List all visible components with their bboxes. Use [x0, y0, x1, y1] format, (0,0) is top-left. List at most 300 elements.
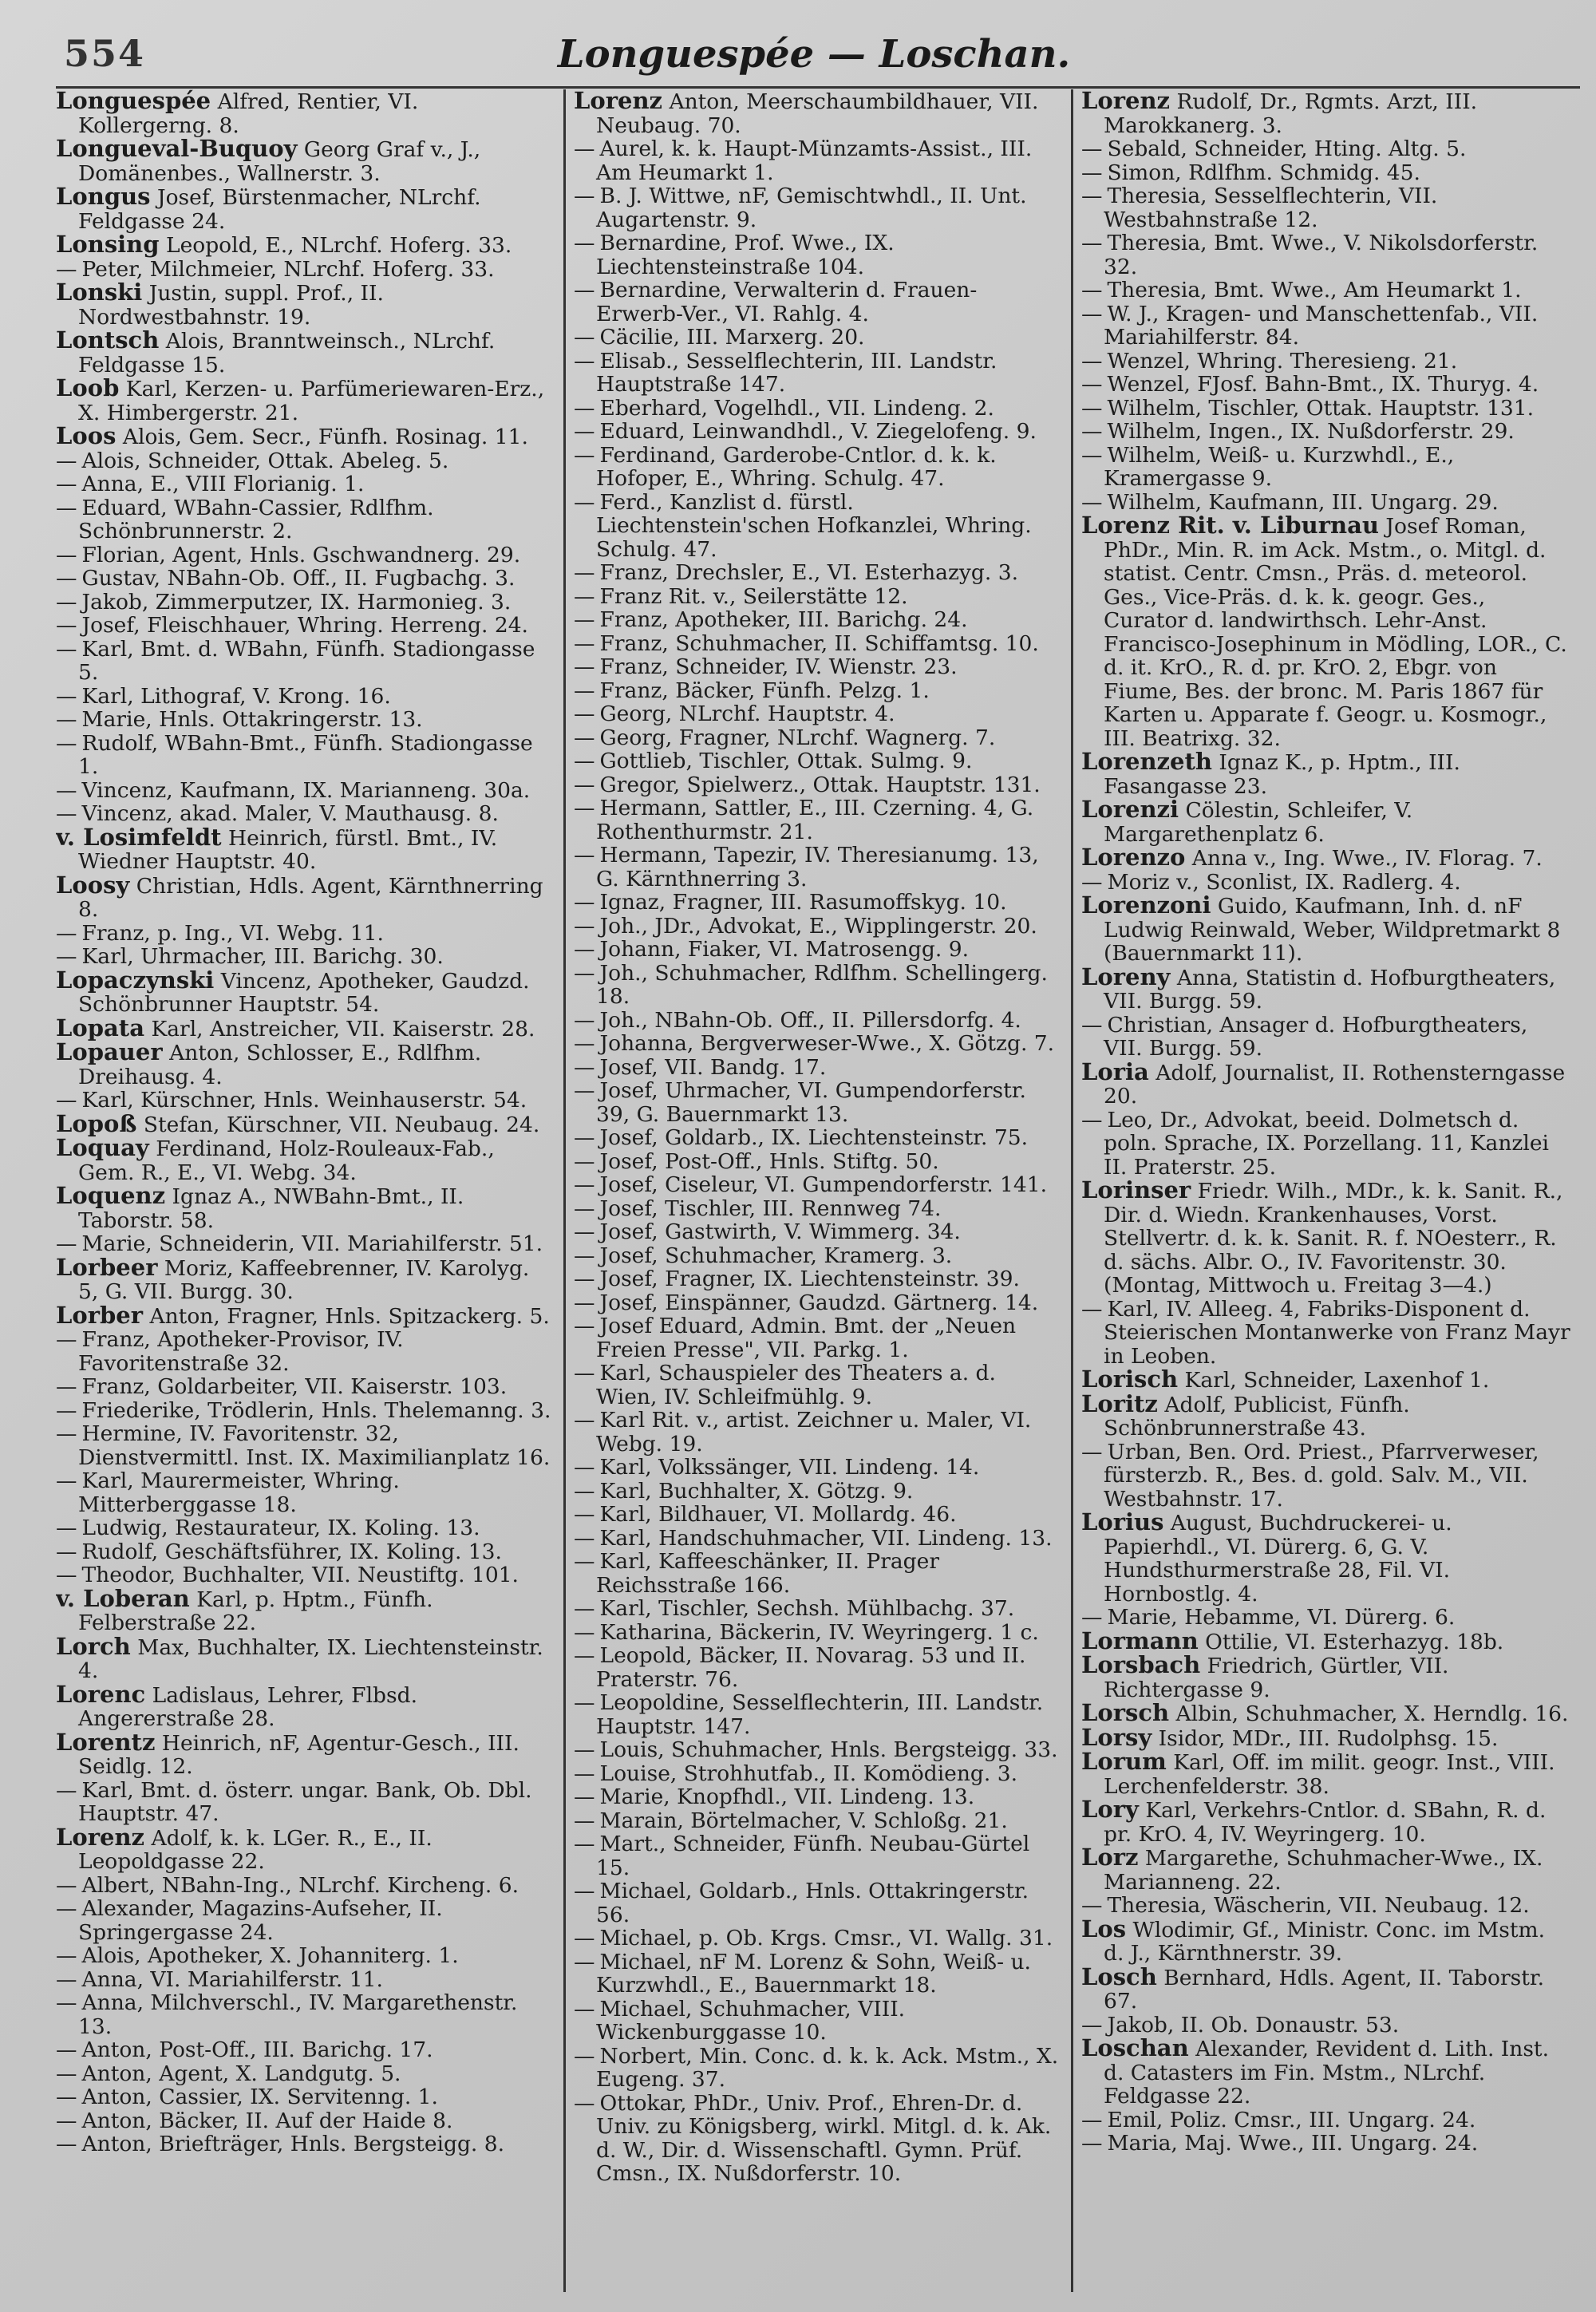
repeat-dash: — — [56, 730, 77, 756]
repeat-dash: — — [574, 1879, 595, 1903]
entry-details: Katharina, Bäckerin, IV. Weyringerg. 1 c. — [599, 1619, 1039, 1645]
directory-entry — [1081, 962, 1570, 1014]
entry-details: Karl, Volkssänger, VII. Lindeng. 14. — [599, 1455, 980, 1480]
repeat-dash: — — [574, 1196, 595, 1221]
directory-entry — [574, 1832, 1063, 1879]
directory-entry — [56, 2132, 555, 2156]
directory-entry — [574, 1173, 1063, 1197]
repeat-dash: — — [56, 1943, 77, 1968]
entry-details: Alois, Gem. Secr., Fünfh. Rosinag. 11. — [122, 425, 528, 449]
directory-entry — [574, 1244, 1063, 1268]
entry-details: Karl, Kürschner, Hnls. Weinhauserstr. 54. — [81, 1088, 527, 1113]
repeat-dash: — — [574, 1502, 595, 1527]
repeat-dash: — — [56, 1966, 77, 1992]
entry-details: Emil, Poliz. Cmsr., III. Ungarg. 24. — [1107, 2107, 1476, 2132]
directory-entry — [56, 1109, 555, 1137]
repeat-dash: — — [56, 256, 77, 282]
entry-details: Florian, Agent, Hnls. Gschwandnerg. 29. — [81, 542, 521, 567]
directory-entry — [1081, 514, 1570, 750]
entry-details: Karl, Maurermeister, Whring. Mitterberggasse 18. — [78, 1468, 400, 1517]
entry-details: Marain, Börtelmacher, V. Schloßg. 21. — [599, 1808, 1008, 1833]
directory-entry — [574, 655, 1063, 679]
entry-details: Wenzel, FJosf. Bahn-Bmt., IX. Thuryg. 4. — [1107, 372, 1539, 397]
entry-details: Karl, Uhrmacher, III. Barichg. 30. — [81, 944, 444, 969]
directory-entry — [574, 1785, 1063, 1809]
entry-details: Leopoldine, Sesselflechterin, III. Landstr. Hauptstr. 147. — [596, 1690, 1044, 1739]
entry-details: Anton, Meerschaumbildhauer, VII. Neubaug. 70. — [596, 89, 1039, 138]
directory-entry — [56, 1991, 555, 2038]
directory-entry — [574, 2045, 1063, 2092]
entry-details: Ladislaus, Lehrer, Flbsd. Angererstraße 28. — [78, 1682, 417, 1731]
entry-details: Josef, Goldarb., IX. Liechtensteinstr. 75. — [599, 1125, 1029, 1150]
directory-entry — [56, 1469, 555, 1516]
repeat-dash: — — [56, 542, 77, 567]
directory-entry — [574, 1197, 1063, 1221]
repeat-dash: — — [1081, 231, 1103, 255]
repeat-dash: — — [574, 1243, 595, 1268]
repeat-dash: — — [574, 1478, 595, 1504]
repeat-dash: — — [1081, 1439, 1103, 1464]
entry-details: Franz, Schneider, IV. Wienstr. 23. — [599, 654, 958, 679]
entry-details: Leo, Dr., Advokat, beeid. Dolmetsch d. poln. Sprache, IX. Porzellang. 11, Kanzlei II. Praterstr. 25. — [1104, 1107, 1549, 1180]
entry-surname: Lorenzo — [1081, 844, 1186, 871]
entry-details: Cölestin, Schleifer, V. Margarethenplatz 6. — [1104, 798, 1413, 847]
entry-details: Wilhelm, Tischler, Ottak. Hauptstr. 131. — [1107, 395, 1535, 421]
repeat-dash: — — [56, 2132, 77, 2156]
entry-details: Ottokar, PhDr., Univ. Prof., Ehren-Dr. d. Univ. zu Königsberg, wirkl. Mitgl. d. k. Ak. d. W., Dir. d. Wissenschaftl. Gymn. Prüf. Cmsn., IX. Nußdorferstr. 10. — [596, 2090, 1052, 2186]
repeat-dash: — — [1081, 489, 1103, 515]
directory-entry — [1081, 231, 1570, 279]
entry-surname: Loria — [1081, 1057, 1149, 1085]
entry-details: Theresia, Sesselflechterin, VII. Westbahnstraße 12. — [1104, 184, 1438, 232]
entry-details: Anna, Statistin d. Hofburgtheaters, VII. Burgg. 59. — [1104, 965, 1556, 1014]
repeat-dash: — — [574, 136, 595, 161]
directory-entry — [56, 543, 555, 567]
entry-details: Alois, Branntweinsch., NLrchf. Feldgasse 15. — [78, 329, 496, 377]
directory-entry — [56, 1301, 555, 1329]
directory-entry — [1081, 1365, 1570, 1393]
entry-details: Josef, Uhrmacher, VI. Gumpendorferstr. 39, G. Bauernmarkt 13. — [596, 1078, 1026, 1127]
directory-entry — [574, 279, 1063, 326]
repeat-dash: — — [1081, 1605, 1103, 1630]
entry-details: Franz, Schuhmacher, II. Schiffamtsg. 10. — [599, 630, 1039, 656]
directory-entry — [1081, 846, 1570, 871]
repeat-dash: — — [574, 1926, 595, 1950]
repeat-dash: — — [574, 725, 595, 750]
entry-details: Louis, Schuhmacher, Hnls. Bergsteigg. 33. — [599, 1737, 1058, 1762]
repeat-dash: — — [56, 707, 77, 732]
entry-details: Anna, VI. Mariahilferstr. 11. — [81, 1966, 383, 1992]
entry-surname: Lorisch — [1081, 1365, 1179, 1393]
entry-details: Josef, Gastwirth, V. Wimmerg. 34. — [599, 1219, 961, 1244]
entry-details: Albin, Schuhmacher, X. Herndlg. 16. — [1175, 1701, 1569, 1726]
repeat-dash: — — [574, 442, 595, 468]
directory-entry — [56, 638, 555, 685]
entry-details: Friederike, Trödlerin, Hnls. Thelemanng. 3. — [81, 1397, 551, 1423]
directory-entry — [56, 966, 555, 1017]
directory-entry — [56, 326, 555, 377]
entry-details: Josef, Schuhmacher, Kramerg. 3. — [599, 1243, 953, 1268]
directory-entry — [1081, 279, 1570, 302]
directory-entry — [574, 1738, 1063, 1762]
entry-details: Friedrich, Gürtler, VII. Richtergasse 9. — [1104, 1654, 1449, 1702]
entry-details: Karl, Schneider, Laxenhof 1. — [1184, 1368, 1490, 1393]
entry-details: Hermann, Sattler, E., III. Czerning. 4, G. Rothenthurmstr. 21. — [596, 796, 1034, 844]
repeat-dash: — — [1081, 348, 1103, 373]
directory-entry — [56, 1184, 555, 1232]
entry-details: Elisab., Sesselflechterin, III. Landstr. Hauptstraße 147. — [596, 348, 998, 397]
entry-surname: Lorenc — [56, 1680, 146, 1708]
directory-entry — [574, 397, 1063, 421]
entry-details: Theodor, Buchhalter, VII. Neustiftg. 101. — [81, 1563, 519, 1587]
entry-details: Anton, Bäcker, II. Auf der Haide 8. — [81, 2108, 453, 2133]
entry-details: Wilhelm, Kaufmann, III. Ungarg. 29. — [1107, 489, 1499, 515]
repeat-dash: — — [1081, 442, 1103, 468]
repeat-dash: — — [56, 1563, 77, 1587]
entry-surname: Lory — [1081, 1796, 1139, 1823]
directory-entry — [574, 632, 1063, 656]
directory-entry — [574, 891, 1063, 915]
entry-details: Rudolf, Dr., Rgmts. Arzt, III. Marokkanerg. 3. — [1104, 89, 1478, 138]
directory-entry — [1081, 798, 1570, 846]
entry-details: Maria, Maj. Wwe., III. Ungarg. 24. — [1107, 2131, 1479, 2156]
entry-details: Gottlieb, Tischler, Ottak. Sulmg. 9. — [599, 749, 973, 773]
directory-entry — [574, 915, 1063, 939]
entry-surname: Longuespée — [56, 89, 211, 114]
directory-entry — [1081, 1701, 1570, 1726]
entry-details: Theresia, Wäscherin, VII. Neubaug. 12. — [1107, 1893, 1530, 1918]
repeat-dash: — — [574, 702, 595, 726]
entry-details: Vincenz, Apotheker, Gaudzd. Schönbrunner Hauptstr. 54. — [78, 968, 530, 1017]
column-1 — [56, 89, 563, 2292]
directory-entry — [574, 137, 1063, 184]
entry-details: Heinrich, nF, Agentur-Gesch., III. Seidlg. 12. — [78, 1730, 519, 1779]
entry-surname: Lopauer — [56, 1038, 163, 1065]
entry-details: Franz, Goldarbeiter, VII. Kaiserstr. 103. — [81, 1374, 508, 1399]
repeat-dash: — — [574, 630, 595, 656]
repeat-dash: — — [56, 801, 77, 826]
directory-entry — [574, 749, 1063, 773]
repeat-dash: — — [56, 1421, 77, 1446]
directory-entry — [56, 422, 555, 449]
entry-details: Michael, nF M. Lorenz & Sohn, Weiß- u. Kurzwhdl., E., Bauernmarkt 18. — [596, 1949, 1031, 1998]
entry-surname: Lopoß — [56, 1109, 137, 1137]
entry-details: Stefan, Kürschner, VII. Neubaug. 24. — [143, 1112, 540, 1137]
repeat-dash: — — [56, 1374, 77, 1399]
directory-entry — [56, 233, 555, 258]
entry-details: Joh., NBahn-Ob. Off., II. Pillersdorfg. 4. — [599, 1007, 1021, 1033]
entry-details: Christian, Ansager d. Hofburgtheaters, VII. Burgg. 59. — [1104, 1012, 1528, 1061]
repeat-dash: — — [56, 613, 77, 638]
directory-entry — [56, 1253, 555, 1304]
repeat-dash: — — [1081, 2107, 1103, 2132]
entry-details: Alfred, Rentier, VI. Kollergerng. 8. — [78, 89, 419, 138]
directory-entry — [574, 420, 1063, 444]
directory-entry — [574, 1503, 1063, 1527]
repeat-dash: — — [574, 1125, 595, 1150]
directory-entry — [574, 1220, 1063, 1244]
directory-entry — [574, 1950, 1063, 1998]
directory-entry — [574, 184, 1063, 231]
directory-entry — [56, 449, 555, 473]
repeat-dash: — — [56, 495, 77, 520]
directory-entry — [1081, 444, 1570, 491]
entry-details: Anton, Cassier, IX. Servitenng. 1. — [81, 2085, 438, 2109]
repeat-dash: — — [56, 1397, 77, 1423]
directory-entry — [574, 1809, 1063, 1833]
repeat-dash: — — [574, 1949, 595, 1974]
repeat-dash: — — [574, 1549, 595, 1574]
directory-entry — [56, 1823, 555, 1874]
entry-details: Anton, Briefträger, Hnls. Bergsteigg. 8. — [81, 2132, 505, 2156]
entry-surname: v. Loberan — [56, 1584, 190, 1612]
directory-entry — [1081, 184, 1570, 231]
repeat-dash: — — [1081, 395, 1103, 421]
entry-details: Josef, Einspänner, Gaudzd. Gärtnerg. 14. — [599, 1290, 1039, 1315]
entry-details: Gustav, NBahn-Ob. Off., II. Fugbachg. 3. — [81, 566, 516, 591]
entry-surname: Lorenz Rit. v. Liburnau — [1081, 512, 1379, 539]
running-title: Longuespée — Loschan. — [557, 32, 1071, 77]
directory-entry — [574, 1267, 1063, 1291]
repeat-dash: — — [1081, 160, 1103, 185]
repeat-dash: — — [574, 1031, 595, 1056]
entry-details: Marie, Hnls. Ottakringerstr. 13. — [81, 707, 423, 732]
entry-details: Franz, Apotheker, III. Barichg. 24. — [599, 607, 968, 632]
repeat-dash: — — [1081, 278, 1103, 302]
directory-entry — [1081, 750, 1570, 798]
entry-details: Eduard, WBahn-Cassier, Rdlfhm. Schönbrunnerstr. 2. — [78, 495, 434, 543]
repeat-dash: — — [574, 1996, 595, 2022]
repeat-dash: — — [56, 1327, 77, 1352]
directory-entry — [56, 2109, 555, 2133]
directory-entry — [56, 614, 555, 638]
repeat-dash: — — [56, 1896, 77, 1921]
entry-surname: Losch — [1081, 1962, 1157, 1990]
repeat-dash: — — [574, 1808, 595, 1833]
entry-surname: Lonski — [56, 279, 143, 306]
repeat-dash: — — [56, 1516, 77, 1540]
directory-entry — [56, 1422, 555, 1469]
repeat-dash: — — [574, 1054, 595, 1080]
entry-details: Franz, Drechsler, E., VI. Esterhazyg. 3. — [599, 560, 1019, 585]
entry-details: Joh., JDr., Advokat, E., Wipplingerstr. 20. — [599, 913, 1037, 939]
directory-entry — [574, 679, 1063, 703]
entry-details: Adolf, Journalist, II. Rothensterngasse 20. — [1104, 1060, 1566, 1109]
directory-entry — [1081, 1176, 1570, 1298]
directory-entry — [56, 1089, 555, 1113]
repeat-dash: — — [1081, 372, 1103, 397]
directory-entry — [56, 685, 555, 709]
directory-entry — [1081, 1109, 1570, 1180]
entry-details: Urban, Ben. Ord. Priest., Pfarrverweser, fürsterzb. R., Bes. d. gold. Salv. M., VII. Westbahnstr. 17. — [1104, 1439, 1539, 1512]
repeat-dash: — — [56, 2037, 77, 2062]
entry-details: Adolf, Publicist, Fünfh. Schönbrunnerstraße 43. — [1104, 1392, 1410, 1441]
directory-entry — [56, 2062, 555, 2086]
entry-surname: Loos — [56, 422, 117, 449]
directory-entry — [574, 1480, 1063, 1504]
repeat-dash: — — [56, 472, 77, 496]
directory-entry — [56, 591, 555, 615]
entry-surname: Lorber — [56, 1301, 144, 1329]
entry-details: Marie, Schneiderin, VII. Mariahilferstr. 51. — [81, 1231, 543, 1256]
directory-entry — [1081, 1915, 1570, 1966]
entry-details: Wilhelm, Weiß- u. Kurzwhdl., E., Kramergasse 9. — [1104, 442, 1455, 491]
directory-entry — [1081, 2034, 1570, 2108]
entry-surname: Lorenz — [56, 1823, 145, 1851]
entry-details: Ferd., Kanzlist d. fürstl. Liechtenstein'schen Hofkanzlei, Whring. Schulg. 47. — [596, 489, 1032, 562]
directory-entry — [1081, 350, 1570, 373]
entry-details: Josef, Fragner, IX. Liechtensteinstr. 39. — [599, 1267, 1020, 1291]
entry-details: Justin, suppl. Prof., II. Nordwestbahnstr. 19. — [78, 281, 384, 330]
entry-details: B. J. Wittwe, nF, Gemischtwhdl., II. Unt. Augartenstr. 9. — [596, 184, 1027, 232]
directory-entry — [56, 89, 555, 137]
entry-details: Wlodimir, Gf., Ministr. Conc. im Mstm. d. J., Kärnthnerstr. 39. — [1104, 1917, 1546, 1966]
directory-entry — [574, 702, 1063, 726]
repeat-dash: — — [574, 1761, 595, 1786]
entry-surname: Lorsbach — [1081, 1651, 1201, 1678]
entry-details: Karl, Buchhalter, X. Götzg. 9. — [599, 1478, 914, 1504]
repeat-dash: — — [574, 1525, 595, 1551]
repeat-dash: — — [574, 1314, 595, 1338]
directory-entry — [574, 1597, 1063, 1621]
directory-entry — [1081, 137, 1570, 161]
entry-details: Ferdinand, Holz-Rouleaux-Fab., Gem. R., E., VI. Webg. 34. — [78, 1136, 495, 1185]
directory-entry — [56, 1680, 555, 1731]
entry-details: Albert, NBahn-Ing., NLrchf. Kircheng. 6. — [81, 1872, 519, 1898]
repeat-dash: — — [574, 1007, 595, 1033]
header-rule — [56, 86, 1580, 89]
entry-surname: Lorsch — [1081, 1699, 1170, 1726]
entry-surname: Lorenz — [574, 89, 663, 114]
entry-details: Karl Rit. v., artist. Zeichner u. Maler, VI. Webg. 19. — [596, 1408, 1032, 1456]
directory-entry — [56, 1563, 555, 1587]
entry-details: Karl, IV. Alleeg. 4, Fabriks-Disponent d. Steierischen Montanwerke von Franz Mayr in Leoben. — [1104, 1296, 1570, 1369]
repeat-dash: — — [1081, 419, 1103, 444]
directory-entry — [1081, 1057, 1570, 1109]
directory-entry — [574, 1927, 1063, 1950]
entry-details: August, Buchdruckerei- u. Papierhdl., VI. Dürerg. 6, G. V. Hundsthurmerstraße 28, Fil. VI. Hornbostlg. 4. — [1104, 1511, 1452, 1607]
entry-details: Ludwig, Restaurateur, IX. Koling. 13. — [81, 1516, 480, 1540]
directory-entry — [56, 1540, 555, 1564]
entry-details: Bernhard, Hdls. Agent, II. Taborstr. 67. — [1104, 1965, 1545, 2014]
entry-details: Josef, Tischler, III. Rennweg 74. — [599, 1196, 942, 1221]
entry-details: Jakob, Zimmerputzer, IX. Harmonieg. 3. — [81, 589, 512, 615]
entry-details: Georg Graf v., J., Domänenbes., Wallnerstr. 3. — [78, 137, 481, 186]
entry-details: Karl, Bildhauer, VI. Mollardg. 46. — [599, 1502, 957, 1527]
repeat-dash: — — [574, 772, 595, 797]
repeat-dash: — — [56, 2108, 77, 2133]
entry-details: Bernardine, Verwalterin d. Frauen-Erwerb-Ver., VI. Rahlg. 4. — [596, 278, 978, 326]
entry-details: Anton, Post-Off., III. Barichg. 17. — [81, 2037, 433, 2062]
entry-surname: Loquay — [56, 1134, 149, 1161]
entry-details: W. J., Kragen- und Manschettenfab., VII. Mariahilferstr. 84. — [1104, 301, 1539, 350]
directory-entry — [56, 1136, 555, 1184]
directory-entry — [56, 374, 555, 425]
repeat-dash: — — [574, 1172, 595, 1197]
entry-details: Josef, Fleischhauer, Whring. Herreng. 24. — [81, 613, 528, 638]
repeat-dash: — — [1081, 2012, 1103, 2037]
repeat-dash: — — [574, 1455, 595, 1480]
entry-details: Franz, Bäcker, Fünfh. Pelzg. 1. — [599, 678, 930, 703]
entry-details: Karl, Verkehrs-Cntlor. d. SBahn, R. d. pr. KrO. 4, IV. Weyringerg. 10. — [1104, 1798, 1547, 1847]
directory-entry — [56, 1897, 555, 1944]
entry-surname: Los — [1081, 1915, 1127, 1942]
repeat-dash: — — [574, 325, 595, 350]
repeat-dash: — — [574, 937, 595, 962]
repeat-dash: — — [574, 796, 595, 820]
directory-entry — [56, 137, 555, 185]
entry-surname: Loschan — [1081, 2034, 1189, 2061]
entry-surname: Lopaczynski — [56, 966, 215, 994]
entry-details: Heinrich, fürstl. Bmt., IV. Wiedner Hauptstr. 40. — [78, 825, 498, 874]
entry-surname: Loquenz — [56, 1182, 166, 1209]
directory-entry — [574, 938, 1063, 962]
directory-entry — [1081, 1651, 1570, 1702]
entry-details: Wenzel, Whring. Theresieng. 21. — [1107, 348, 1458, 373]
entry-surname: Lorz — [1081, 1844, 1139, 1871]
directory-entry — [574, 773, 1063, 797]
entry-details: Jakob, II. Ob. Donaustr. 53. — [1107, 2012, 1400, 2037]
repeat-dash: — — [574, 1361, 595, 1385]
repeat-dash: — — [574, 654, 595, 679]
repeat-dash: — — [574, 1643, 595, 1668]
repeat-dash: — — [1081, 301, 1103, 326]
directory-entry — [574, 1644, 1063, 1691]
repeat-dash: — — [574, 749, 595, 773]
entry-details: Adolf, k. k. LGer. R., E., II. Leopoldgasse 22. — [78, 1825, 433, 1874]
directory-entry — [574, 1762, 1063, 1786]
entry-surname: Lorius — [1081, 1508, 1164, 1535]
repeat-dash: — — [574, 1690, 595, 1715]
repeat-dash: — — [574, 913, 595, 939]
directory-entry — [56, 258, 555, 282]
directory-entry — [56, 2038, 555, 2062]
page-number: 554 — [64, 32, 146, 75]
entry-details: Theresia, Bmt. Wwe., Am Heumarkt 1. — [1107, 278, 1522, 302]
entry-details: Margarethe, Schuhmacher-Wwe., IX. Marianneng. 22. — [1104, 1846, 1543, 1895]
repeat-dash: — — [1081, 2131, 1103, 2156]
repeat-dash: — — [574, 1267, 595, 1291]
directory-entry — [1081, 1723, 1570, 1751]
directory-entry — [1081, 1441, 1570, 1512]
entry-details: Karl, Lithograf, V. Krong. 16. — [81, 683, 391, 709]
repeat-dash: — — [1081, 1012, 1103, 1037]
entry-details: Aurel, k. k. Haupt-Münzamts-Assist., III. Am Heumarkt 1. — [596, 136, 1033, 185]
repeat-dash: — — [56, 1088, 77, 1113]
entry-surname: Lorenzi — [1081, 796, 1179, 823]
entry-details: Marie, Hebamme, VI. Dürerg. 6. — [1107, 1605, 1456, 1630]
directory-entry — [1081, 2108, 1570, 2132]
entry-details: Karl, Tischler, Sechsh. Mühlbachg. 37. — [599, 1596, 1015, 1621]
repeat-dash: — — [56, 683, 77, 709]
repeat-dash: — — [574, 1219, 595, 1244]
entry-details: Josef Eduard, Admin. Bmt. der „Neuen Freien Presse", VII. Parkg. 1. — [596, 1314, 1017, 1362]
repeat-dash: — — [574, 843, 595, 867]
repeat-dash: — — [1081, 184, 1103, 208]
entry-surname: Lorinser — [1081, 1176, 1191, 1203]
entry-details: Michael, Goldarb., Hnls. Ottakringerstr. 56. — [596, 1879, 1029, 1927]
directory-entry — [1081, 891, 1570, 966]
directory-entry — [56, 1399, 555, 1423]
entry-details: Ignaz K., p. Hptm., III. Fasangasse 23. — [1104, 750, 1460, 799]
entry-surname: Lorum — [1081, 1748, 1167, 1775]
directory-entry — [56, 922, 555, 946]
entry-surname: Lorbeer — [56, 1253, 158, 1281]
entry-details: Josef Roman, PhDr., Min. R. im Ack. Mstm., o. Mitgl. d. statist. Centr. Cmsn., Präs. d. meteorol. Ges., Vice-Präs. d. k. k. geogr. Ges., Curator d. landwirthsch. Lehr-Anst. Francisco-Josephinum in Mödling, LOR., C. d. it. KrO., R. d. pr. KrO. 2, Ebgr. von Fiume, Bes. der bronc. M. Paris 1867 für Karten u. Apparate f. Geogr. u. Kosmogr., III. Beatrixg. 32. — [1104, 514, 1567, 751]
repeat-dash: — — [56, 448, 77, 473]
directory-entry — [56, 1874, 555, 1898]
directory-entry — [56, 185, 555, 233]
